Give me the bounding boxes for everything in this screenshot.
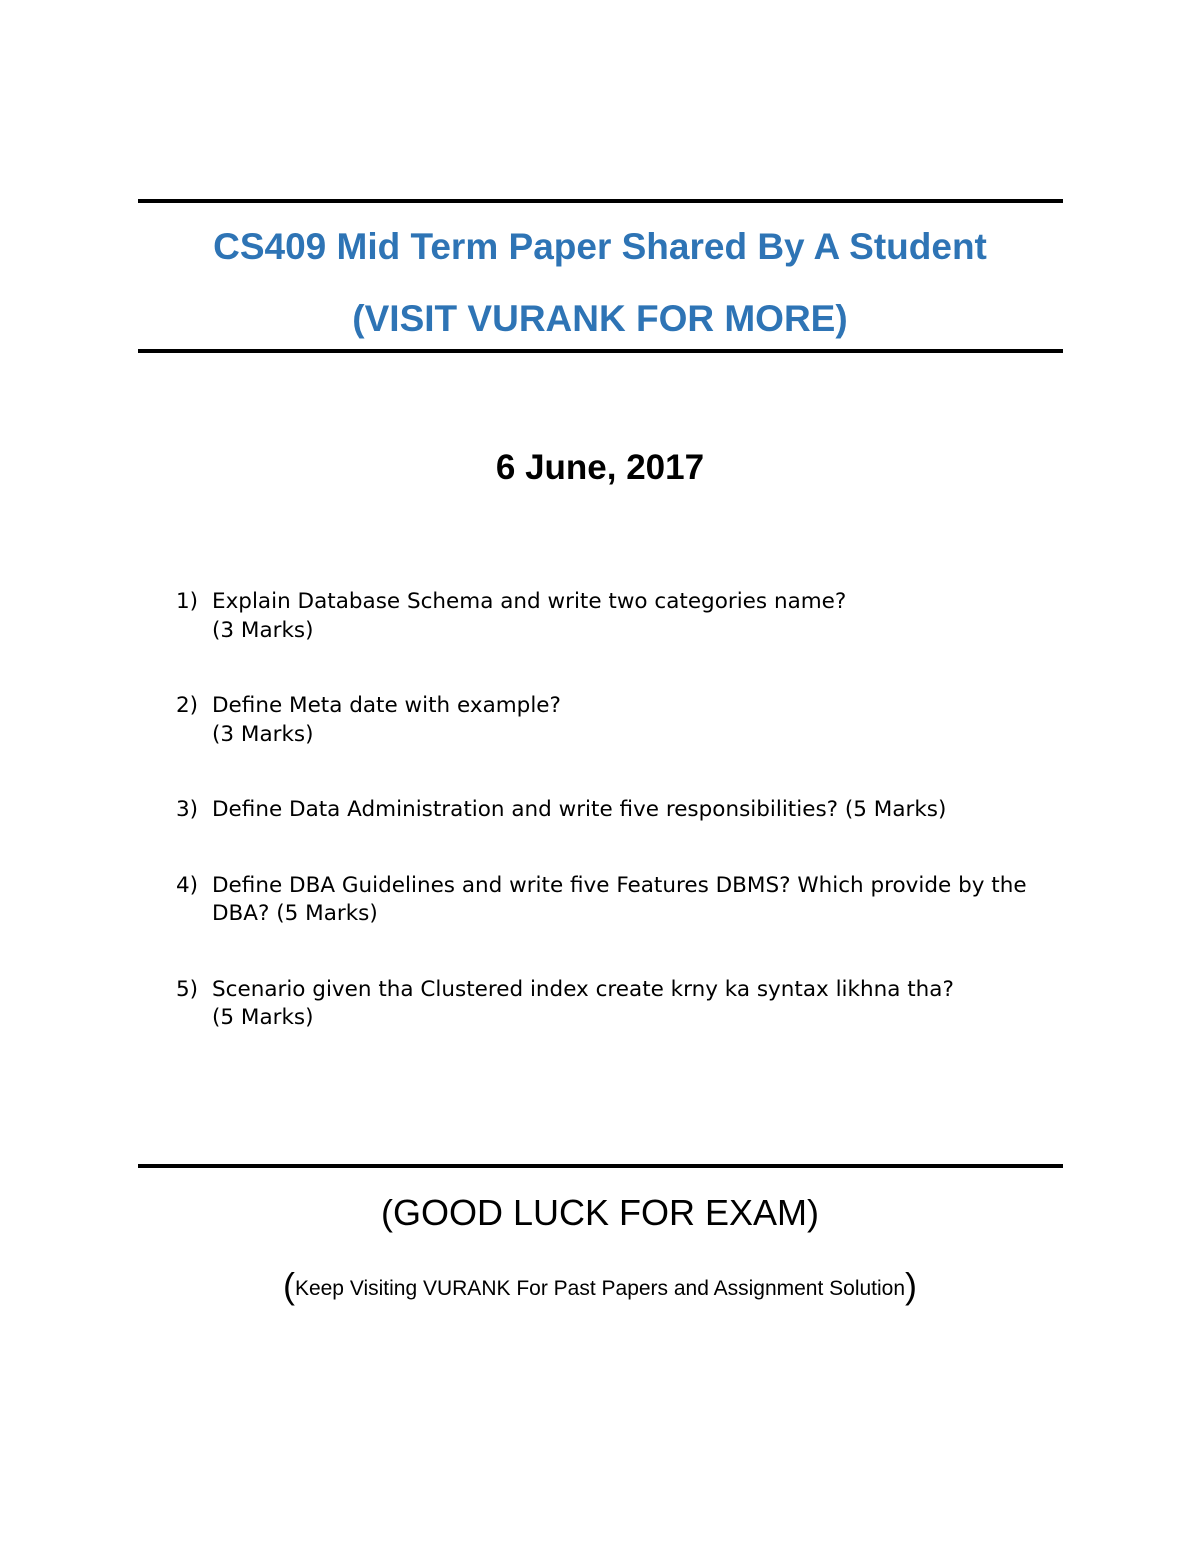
question-list	[176, 588, 1056, 1080]
question-number: 3)	[176, 797, 199, 822]
question-item	[176, 976, 1056, 1033]
question-marks: (5 Marks)	[212, 1005, 314, 1030]
keep-visiting-text: Keep Visiting VURANK For Past Papers and Assignment Solution	[294, 1277, 906, 1300]
question-text: Explain Database Schema and write two categories name?	[212, 589, 847, 614]
good-luck-message: (GOOD LUCK FOR EXAM)	[380, 1192, 820, 1233]
question-text: Scenario given tha Clustered index create krny ka syntax likhna tha?	[212, 976, 954, 1002]
close-parenthesis: )	[905, 1265, 918, 1306]
paper-title: CS409 Mid Term Paper Shared By A Student	[213, 226, 987, 267]
header-bottom-divider-line	[138, 349, 1063, 353]
question-marks: (3 Marks)	[212, 617, 314, 643]
question-text: Define Meta date with example?	[212, 693, 561, 718]
exam-date: 6 June, 2017	[495, 448, 705, 487]
question-item	[176, 872, 1056, 929]
footer-divider-line	[138, 1164, 1063, 1168]
question-item	[176, 692, 1056, 749]
question-marks: (3 Marks)	[212, 721, 314, 747]
keep-visiting-note	[0, 1264, 1200, 1311]
open-parenthesis: (	[282, 1265, 295, 1306]
question-number: 4)	[176, 872, 199, 898]
question-item	[176, 796, 1056, 825]
question-item	[176, 588, 1056, 645]
question-number: 1)	[176, 589, 199, 614]
question-number: 2)	[176, 693, 199, 718]
top-divider-line	[138, 199, 1063, 203]
question-text: Define Data Administration and write five responsibilities? (5 Marks)	[212, 797, 947, 822]
question-number: 5)	[176, 976, 199, 1002]
question-text: Define DBA Guidelines and write five Features DBMS? Which provide by the DBA? (5 Marks)	[212, 872, 1027, 926]
visit-vurank-note: (VISIT VURANK FOR MORE)	[352, 298, 848, 339]
